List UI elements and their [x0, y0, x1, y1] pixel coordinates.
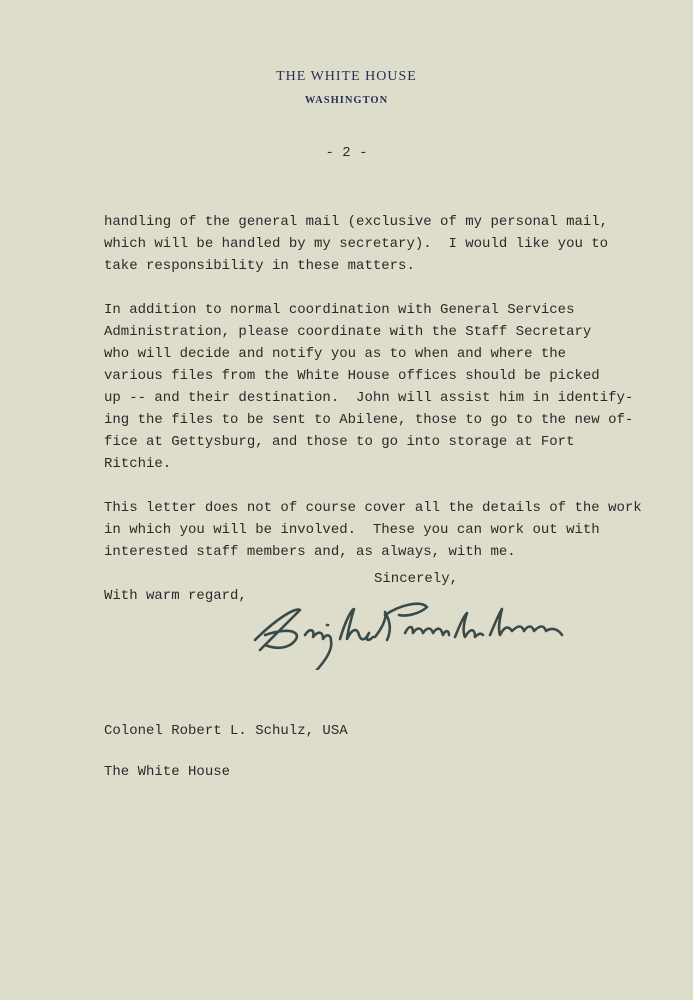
text-line: which will be handled by my secretary). I would like you to — [104, 236, 609, 252]
recipient-name: Colonel Robert L. Schulz, USA — [104, 723, 348, 739]
letterhead-city: WASHINGTON — [304, 95, 389, 106]
text-line: various files from the White House offices should be picked — [104, 368, 600, 384]
text-line: who will decide and notify you as to when and where the — [104, 346, 567, 362]
salutation: With warm regard, — [104, 588, 247, 604]
page-number: - 2 - — [325, 145, 368, 161]
closing: Sincerely, — [374, 571, 459, 587]
text-line: fice at Gettysburg, and those to go into storage at Fort — [104, 434, 575, 450]
signature — [245, 595, 645, 670]
text-line: take responsibility in these matters. — [104, 258, 415, 274]
text-line: Administration, please coordinate with the Staff Secretary — [104, 324, 592, 340]
letterhead-title: THE WHITE HOUSE — [276, 69, 417, 84]
text-line: interested staff members and, as always, with me. — [104, 544, 516, 560]
recipient-address: The White House — [104, 764, 231, 780]
text-line: In addition to normal coordination with General Services — [104, 302, 575, 318]
text-line: up -- and their destination. John will assist him in identify- — [104, 390, 634, 406]
text-line: handling of the general mail (exclusive of my personal mail, — [104, 214, 609, 230]
text-line: Ritchie. — [104, 456, 172, 472]
text-line: This letter does not of course cover all the details of the work — [104, 500, 642, 516]
text-line: ing the files to be sent to Abilene, those to go to the new of- — [104, 412, 634, 428]
text-line: in which you will be involved. These you can work out with — [104, 522, 600, 538]
